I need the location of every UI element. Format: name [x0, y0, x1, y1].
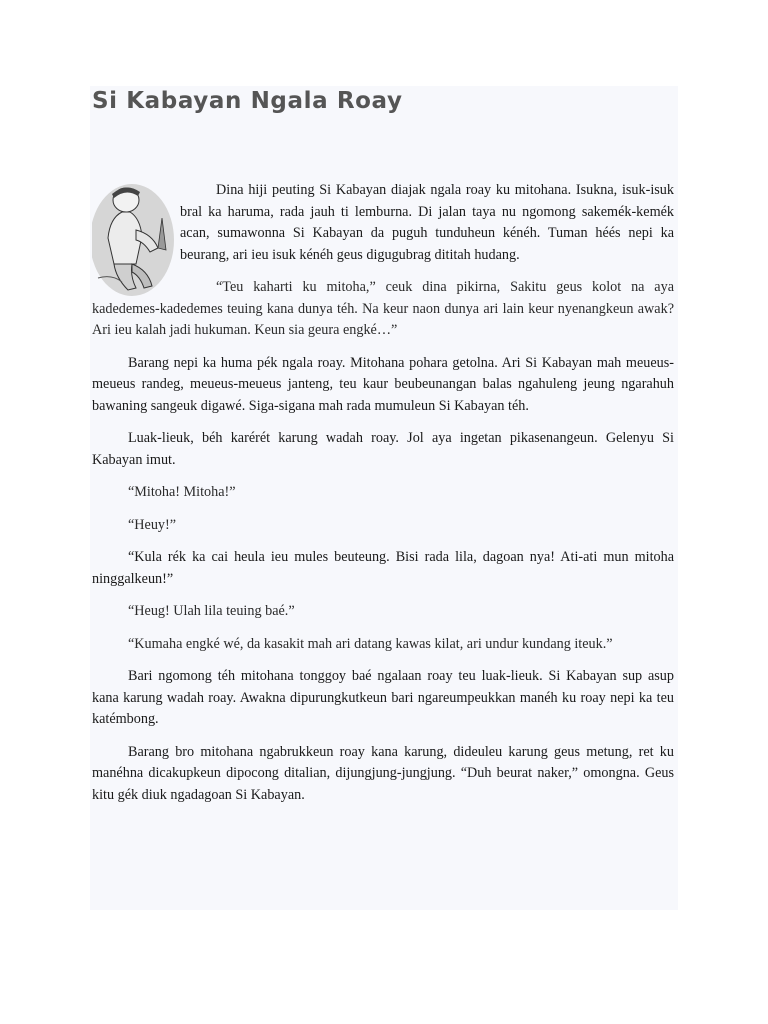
paragraph: Dina hiji peuting Si Kabayan diajak ngala roay ku mitohana. Isukna, isuk-isuk bral ka haruma, rada jauh ti lemburna. Di jalan taya nu ngomong sakemék-kemék acan, sumawonna Si Kabayan da puguh tunduheun kénéh. Tuman héés nepi ka beurang, ari ieu isuk kénéh geus digugubrag dititah hudang.	[180, 182, 674, 263]
paragraph: “Heuy!”	[128, 516, 177, 533]
paragraph: Barang bro mitohana ngabrukkeun roay kana karung, dideuleu karung geus metung, ret ku manéhna dicakupkeun dipocong ditalian, dijungjung-jungjung. “Duh beurat naker,” omongna. Geus kitu gék diuk ngadagoan Si Kabayan.	[92, 743, 674, 803]
paragraph: “Kula rék ka cai heula ieu mules beuteung. Bisi rada lila, dagoan nya! Ati-ati mun mitoha ninggalkeun!”	[92, 549, 674, 587]
paragraph: Luak-lieuk, béh karérét karung wadah roay. Jol aya ingetan pikasenangeun. Gelenyu Si Kabayan imut.	[92, 430, 674, 468]
paragraph: “Mitoha! Mitoha!”	[128, 484, 236, 500]
paragraph: Barang nepi ka huma pék ngala roay. Mitohana pohara getolna. Ari Si Kabayan mah meueus-meueus randeg, meueus-meueus janteng, teu kaur beubeunangan balas ngahuleng jeung ngarahuh bawaning sangeuk digawé. Siga-sigana mah rada mumuleun Si Kabayan téh.	[92, 354, 674, 414]
paragraph: “Kumaha engké wé, da kasakit mah ari datang kawas kilat, ari undur kundang iteuk.”	[128, 635, 613, 652]
document-title: Si Kabayan Ngala Roay	[92, 88, 403, 114]
paragraph: “Teu kaharti ku mitoha,” ceuk dina pikirna, Sakitu geus kolot na aya kadedemes-kadedemes teuing kana dunya téh. Na keur naon dunya ari lain keur nyenangkeun awak? Ari ieu kalah jadi hukuman. Keun sia geura engké…”	[92, 279, 674, 338]
paragraph: “Heug! Ulah lila teuing baé.”	[128, 603, 295, 619]
kabayan-illustration	[92, 178, 178, 296]
document-body	[92, 180, 674, 817]
paragraph: Bari ngomong téh mitohana tonggoy baé ngalaan roay teu luak-lieuk. Si Kabayan sup asup kana karung wadah roay. Awakna dipurungkutkeun bari ngareumpeukkan manéh ku roay nepi ka teu katémbong.	[92, 668, 674, 727]
